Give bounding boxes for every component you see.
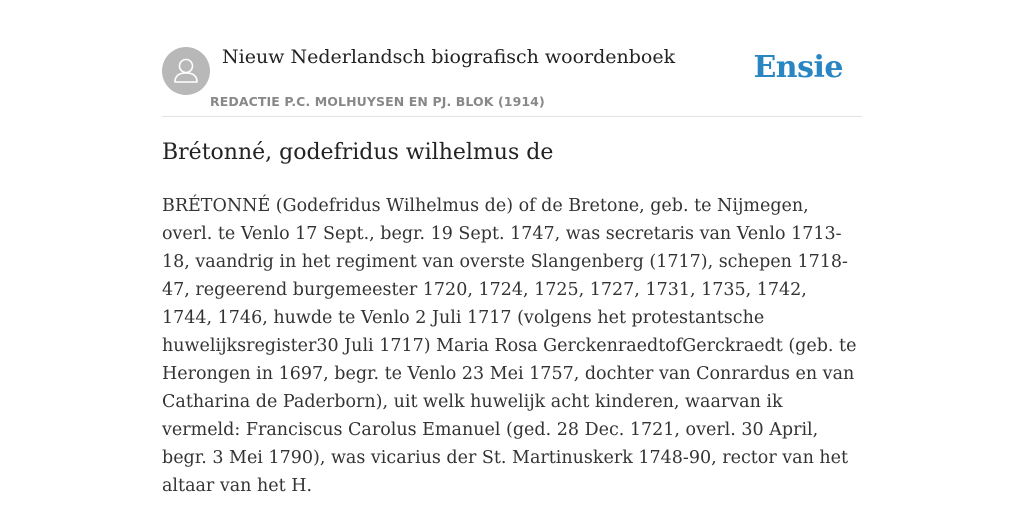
- user-icon: [162, 47, 210, 95]
- source-title[interactable]: Nieuw Nederlandsch biografisch woordenboek: [222, 46, 676, 68]
- entry-title: Brétonné, godefridus wilhelmus de: [162, 140, 554, 165]
- source-editors: REDACTIE P.C. MOLHUYSEN EN PJ. BLOK (1914): [210, 94, 545, 109]
- entry-body: BRÉTONNÉ (Godefridus Wilhelmus de) of de Bretone, geb. te Nijmegen, overl. te Venlo 17 Sept., begr. 19 Sept. 1747, was secretaris van Venlo 1713-18, vaandrig in het regiment van overste Slangenberg (1717), schepen 1718-47, regeerend burgemeester 1720, 1724, 1725, 1727, 1731, 1735, 1742, 1744, 1746, huwde te Venlo 2 Juli 1717 (volgens het protestantsche huwelijksregister30 Juli 1717) Maria Rosa GerckenraedtofGerckraedt (geb. te Herongen in 1697, begr. te Venlo 23 Mei 1757, dochter van Conrardus en van Catharina de Paderborn), uit welk huwelijk acht kinderen, waarvan ik vermeld: Franciscus Carolus Emanuel (ged. 28 Dec. 1721, overl. 30 April, begr. 3 Mei 1790), was vicarius der St. Martinuskerk 1748-90, rector van het altaar van het H.: [162, 196, 857, 496]
- ensie-logo[interactable]: Ensie: [753, 50, 843, 85]
- source-header: [162, 46, 862, 117]
